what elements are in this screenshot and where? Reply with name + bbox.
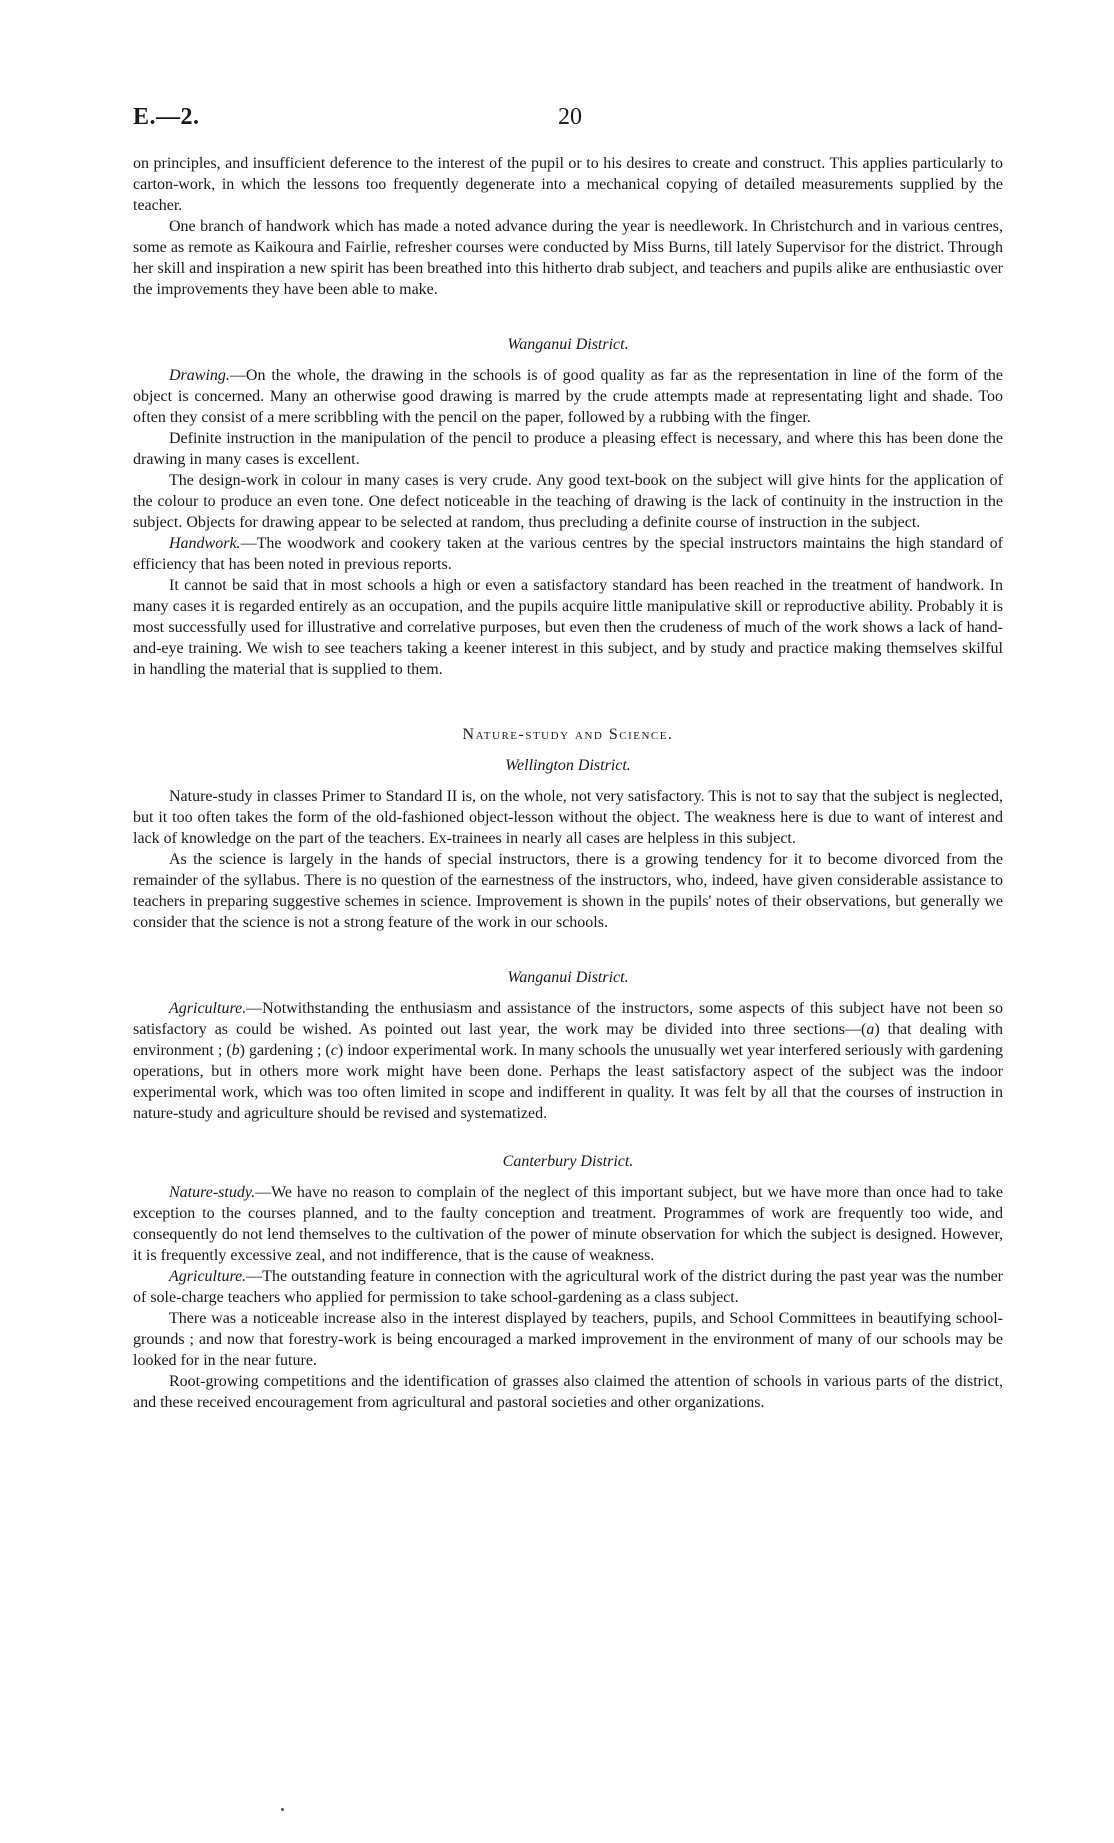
drawing-paragraph-3: The design-work in colour in many cases is very crude. Any good text-book on the subject will give hints for the application of the colour to produce an even tone. One defect noticeable in the teaching of drawing is the lack of continuity in the instruction in the subject. Objects for drawing appear to be selected at random, thus precluding a definite course of instruction in the subject. — [133, 472, 1003, 531]
agriculture-text-a: —Notwithstanding the enthusiasm and assistance of the instructors, some aspects of this subject have not been so satisfactory as could be wished. As pointed out last year, the work may be divided into three sections—( — [133, 1000, 1003, 1038]
section-heading-canterbury: Canterbury District. — [502, 1153, 634, 1170]
handwork-paragraph-1 — [133, 533, 1003, 575]
wellington-paragraph-2: As the science is largely in the hands of special instructors, there is a growing tendency for it to become divorced from the remainder of the syllabus. There is no question of the earnestness of the instructors, who, indeed, have given considerable assistance to teachers in preparing suggestive schemes in science. Improvement is shown in the pupils' notes of their observations, but generally we consider that the science is not a strong feature of the work in our schools. — [133, 851, 1003, 931]
intro-paragraph-1: on principles, and insufficient deference to the interest of the pupil or to his desires to create and construct. This applies particularly to carton-work, in which the lessons too frequently degenerate into a mechanical copying of detailed measurements supplied by the teacher. — [133, 155, 1003, 214]
page-number: 20 — [558, 104, 582, 130]
document-code: E.—2. — [133, 104, 200, 130]
wellington-paragraph-1: Nature-study in classes Primer to Standard II is, on the whole, not very satisfactory. This is not to say that the subject is neglected, but it too often takes the form of the old-fashioned object-lesson without the object. The weakness here is due to want of interest and lack of knowledge on the part of the teachers. Ex-trainees in nearly all cases are helpless in this subject. — [133, 788, 1003, 847]
drawing-paragraph-2: Definite instruction in the manipulation of the pencil to produce a pleasing effect is necessary, and where this has been done the drawing in many cases is excellent. — [133, 430, 1003, 468]
drawing-lead: Drawing. — [169, 367, 230, 384]
canterbury-paragraph-1 — [133, 1182, 1003, 1266]
drawing-paragraph-1 — [133, 365, 1003, 428]
canterbury-paragraph-4: Root-growing competitions and the identification of grasses also claimed the attention of schools in various parts of the district, and these received encouragement from agricultural and pastoral societies and other organizations. — [133, 1373, 1003, 1411]
canterbury-paragraph-3: There was a noticeable increase also in the interest displayed by teachers, pupils, and School Committees in beautifying school-grounds ; and now that forestry-work is being encouraged a marked improvement in the environment of many of our schools may be looked for in the near future. — [133, 1310, 1003, 1369]
page-body — [133, 153, 1003, 1413]
agriculture-text-d: ) indoor experimental work. In many schools the unusually wet year interfered seriously with gardening operations, but in others more work might have been done. Perhaps the least satisfactory aspect of the subject was the indoor experimental work, which was too often limited in scope and indifferent in quality. It was felt by all that the courses of instruction in nature-study and agriculture should be revised and systematized. — [133, 1042, 1004, 1122]
agriculture-letter-c: c — [330, 1042, 338, 1059]
handwork-paragraph-1-text: —The woodwork and cookery taken at the various centres by the special instructors maintains the high standard of efficiency that has been noted in previous reports. — [133, 535, 1003, 573]
section-heading-wellington: Wellington District. — [505, 757, 631, 774]
agriculture-letter-a: a — [866, 1021, 875, 1038]
handwork-paragraph-2: It cannot be said that in most schools a high or even a satisfactory standard has been reached in the treatment of handwork. In many cases it is regarded entirely as an occupation, and the pupils acquire little manipulative skill or reproductive ability. Probably it is most successfully used for illustrative and correlative purposes, but even then the crudeness of much of the work shows a lack of hand-and-eye training. We wish to see teachers taking a keener interest in this subject, and by study and practice making themselves skilful in handling the material that is supplied to them. — [133, 577, 1003, 678]
stray-ink-mark — [281, 1808, 284, 1811]
section-heading-wanganui-agriculture: Wanganui District. — [507, 969, 629, 986]
canterbury-paragraph-2-text: —The outstanding feature in connection with the agricultural work of the district during the past year was the number of sole-charge teachers who applied for permission to take school-gardening as a class subject. — [133, 1268, 1003, 1306]
agriculture-paragraph-1 — [133, 998, 1003, 1124]
section-title-nature-study: Nature-study and Science. — [462, 726, 674, 743]
section-heading-wanganui-drawing: Wanganui District. — [507, 336, 629, 353]
agriculture-letter-b: b — [231, 1042, 240, 1059]
nature-study-lead: Nature-study. — [169, 1184, 256, 1201]
page-header — [133, 104, 1003, 134]
drawing-paragraph-1-text: —On the whole, the drawing in the schools is of good quality as far as the representation in line of the form of the object is concerned. Many an otherwise good drawing is marred by the crude attempts made at representating light and shade. Too often they consist of a mere scribbling with the pencil on the paper, followed by a rubbing with the finger. — [133, 367, 1003, 426]
agriculture-text-c: ) gardening ; ( — [239, 1042, 331, 1059]
intro-paragraph-2: One branch of handwork which has made a noted advance during the year is needlework. In Christchurch and in various centres, some as remote as Kaikoura and Fairlie, refresher courses were conducted by Miss Burns, till lately Supervisor for the district. Through her skill and inspiration a new spirit has been breathed into this hitherto drab subject, and teachers and pupils alike are enthusiastic over the improvements they have been able to make. — [133, 218, 1003, 298]
agriculture-text-b: ) that dealing with environment ; ( — [133, 1021, 1004, 1059]
canterbury-paragraph-1-text: —We have no reason to complain of the neglect of this important subject, but we have more than once had to take exception to the courses planned, and to the faulty conception and treatment. Programmes of work are frequently too wide, and consequently do not lend themselves to the cultivation of the power of minute observation for which the subject is designed. However, it is frequently excessive zeal, and not indifference, that is the cause of weakness. — [133, 1184, 1003, 1264]
canterbury-paragraph-2 — [133, 1266, 1003, 1308]
handwork-lead: Handwork. — [169, 535, 241, 552]
canterbury-agriculture-lead: Agriculture. — [169, 1268, 247, 1285]
agriculture-lead: Agriculture. — [169, 1000, 247, 1017]
